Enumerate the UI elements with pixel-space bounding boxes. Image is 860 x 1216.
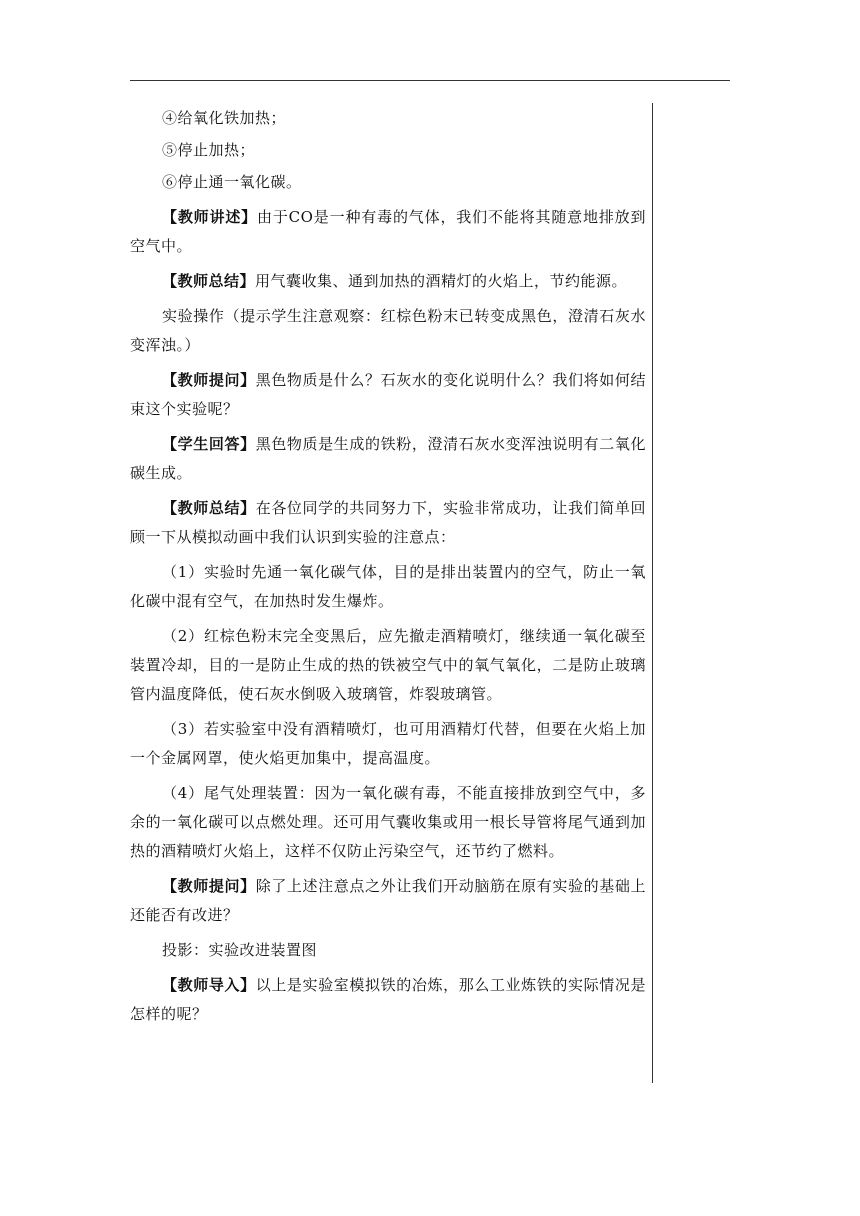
para-text: 以上是实验室模拟铁的冶炼，那么工业炼铁的实际情况是怎样的呢？ [130,976,646,1023]
lesson-text-body [130,104,646,1029]
para-text: （2）红棕色粉末完全变黑后，应先撤走酒精喷灯，继续通一氧化碳至装置冷却，目的一是防止生成的热的铁被空气中的氧气氧化，二是防止玻璃管内温度降低，使石灰水倒吸入玻璃管，炸裂玻璃管。 [130,627,646,703]
experiment-operation-paragraph [130,302,646,360]
para-tag: 【学生回答】 [162,435,256,453]
step-4-paragraph [130,104,646,133]
header-rule [130,80,730,81]
para-text: 由于CO是一种有毒的气体，我们不能将其随意地排放到空气中。 [130,208,646,255]
note-2-paragraph [130,622,646,709]
para-text: 用气囊收集、通到加热的酒精灯的火焰上，节约能源。 [255,272,628,290]
teacher-intro-paragraph [130,971,646,1029]
student-answer-paragraph [130,430,646,488]
teacher-summary-paragraph [130,267,646,296]
para-text: 实验操作（提示学生注意观察：红棕色粉末已转变成黑色，澄清石灰水变浑浊。） [130,307,646,354]
para-tag: 【教师提问】 [162,877,256,895]
teacher-summary-2-paragraph [130,494,646,552]
para-tag: 【教师讲述】 [162,208,258,226]
para-text: 黑色物质是什么？石灰水的变化说明什么？我们将如何结束这个实验呢？ [130,371,646,418]
step-6-paragraph [130,168,646,197]
para-text: 除了上述注意点之外让我们开动脑筋在原有实验的基础上还能否有改进？ [130,877,646,924]
para-text: ⑥停止通一氧化碳。 [162,173,302,191]
note-4-paragraph [130,779,646,866]
projection-paragraph [130,936,646,965]
para-text: 在各位同学的共同努力下，实验非常成功，让我们简单回顾一下从模拟动画中我们认识到实验的注意点： [130,499,646,546]
para-tag: 【教师总结】 [162,499,256,517]
note-3-paragraph [130,715,646,773]
para-tag: 【教师总结】 [162,272,256,290]
para-text: （4）尾气处理装置：因为一氧化碳有毒，不能直接排放到空气中，多余的一氧化碳可以点燃处理。还可用气囊收集或用一根长导管将尾气通到加热的酒精喷灯火焰上，这样不仅防止污染空气，还节约了燃料。 [130,784,646,860]
para-tag: 【教师提问】 [162,371,256,389]
para-tag: 【教师导入】 [162,976,256,994]
para-text: ④给氧化铁加热； [162,109,287,127]
para-text: 投影：实验改进装置图 [162,941,318,959]
table-right-border [652,103,653,1083]
teacher-question-paragraph [130,366,646,424]
step-5-paragraph [130,136,646,165]
para-text: ⑤停止加热； [162,141,256,159]
teacher-question-2-paragraph [130,872,646,930]
note-1-paragraph [130,558,646,616]
para-text: 黑色物质是生成的铁粉，澄清石灰水变浑浊说明有二氧化碳生成。 [130,435,646,482]
para-text: （3）若实验室中没有酒精喷灯，也可用酒精灯代替，但要在火焰上加一个金属网罩，使火焰更加集中，提高温度。 [130,720,646,767]
teacher-statement-paragraph [130,203,646,261]
para-text: （1）实验时先通一氧化碳气体，目的是排出装置内的空气，防止一氧化碳中混有空气，在加热时发生爆炸。 [130,563,646,610]
